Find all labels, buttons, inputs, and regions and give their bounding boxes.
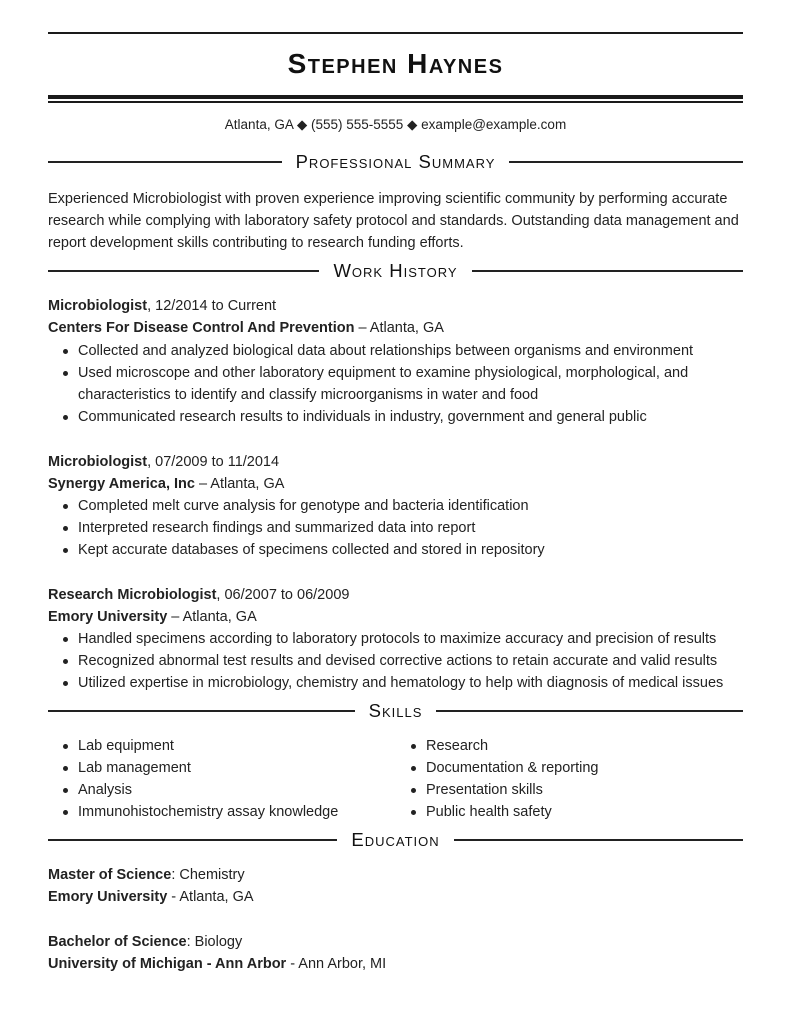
summary-line: report development skills contributing to research funding efforts. [48,235,464,251]
contact-line: Atlanta, GA ◆ (555) 555-5555 ◆ example@example.com [224,117,567,132]
job-role: Microbiologist [48,454,148,470]
list-item [48,340,743,362]
skill-text: Lab equipment [78,738,174,754]
bullet-text: Interpreted research findings and summarized data into report [78,520,476,536]
heading-line-left [48,710,355,712]
job-role: Microbiologist [48,298,148,314]
job-employer-line [48,317,444,339]
job-location: – Atlanta, GA [354,320,444,336]
bullet-dot [63,349,68,354]
summary-line: Experienced Microbiologist with proven experience improving scientific community by performing accurate [48,191,728,207]
school-line [48,886,254,908]
heading-line-right [454,839,743,841]
bullet-text: Completed melt curve analysis for genotype and bacteria identification [78,498,529,514]
list-item [48,495,743,517]
heading-line-right [472,270,743,272]
skills-heading [48,700,743,722]
job-dates: , 12/2014 to Current [147,298,277,314]
list-item [396,801,736,823]
heading-line-right [509,161,743,163]
education-title: Education [351,829,440,850]
list-item [48,628,743,650]
job-bullets [48,340,743,428]
bullet-dot [411,766,416,771]
bullet-text-continued: characteristics to identify and classify microorganisms in water and food [78,387,539,403]
skills-left-list [48,735,388,823]
job-location: – Atlanta, GA [194,476,285,492]
school-location: - Atlanta, GA [167,889,254,905]
education-heading [48,829,743,851]
bullet-dot [63,548,68,553]
school-line [48,953,386,975]
skill-text: Public health safety [426,804,552,820]
job-bullets [48,628,743,694]
bullet-dot [63,659,68,664]
bullet-dot [63,415,68,420]
degree: Master of Science [48,867,172,883]
job-title-line [48,584,349,606]
job-employer-line [48,606,257,628]
list-item [396,757,736,779]
bullet-text: Utilized expertise in microbiology, chemistry and hematology to help with diagnosis of medical issues [78,675,724,691]
list-item [48,672,743,694]
school: University of Michigan - Ann Arbor [48,956,287,972]
list-item [48,384,743,406]
list-item [396,779,736,801]
job-dates: , 07/2009 to 11/2014 [147,454,280,470]
name-rule-thin [48,101,743,103]
school-location: - Ann Arbor, MI [286,956,387,972]
list-item [396,735,736,757]
candidate-name: Stephen Haynes [287,48,504,79]
bullet-dot [411,744,416,749]
name-rule-thick [48,95,743,99]
list-item [48,735,388,757]
bullet-text: Collected and analyzed biological data about relationships between organisms and environment [78,343,694,359]
list-item [48,517,743,539]
heading-line-left [48,839,337,841]
bullet-dot [63,744,68,749]
bullet-dot [63,504,68,509]
list-item [48,539,743,561]
job-dates: , 06/2007 to 06/2009 [216,587,350,603]
job-bullets [48,495,743,561]
summary-line: research while complying with laboratory safety protocol and standards. Outstanding data management and [48,213,739,229]
job-location: – Atlanta, GA [167,609,257,625]
field: : Biology [186,934,243,950]
bullet-dot [63,788,68,793]
list-item [48,650,743,672]
job-employer: Emory University [48,609,168,625]
work-title: Work History [333,260,458,281]
bullet-text: Recognized abnormal test results and devised corrective actions to retain accurate and valid results [78,653,718,669]
bullet-dot [63,681,68,686]
bullet-text: Kept accurate databases of specimens collected and stored in repository [78,542,545,558]
job-role: Research Microbiologist [48,587,217,603]
degree: Bachelor of Science [48,934,187,950]
skills-title: Skills [368,700,423,721]
job-employer: Synergy America, Inc [48,476,195,492]
field: : Chemistry [171,867,245,883]
skill-text: Analysis [78,782,132,798]
list-item [48,406,743,428]
list-item [48,801,388,823]
bullet-dot [63,766,68,771]
bullet-dot [63,810,68,815]
bullet-dot [411,788,416,793]
job-title-line [48,295,276,317]
summary-text [48,188,743,254]
list-item [48,779,388,801]
skill-text: Immunohistochemistry assay knowledge [78,804,339,820]
degree-line [48,864,245,886]
summary-heading [48,151,743,173]
heading-line-right [436,710,743,712]
bullet-dot [411,810,416,815]
skill-text: Lab management [78,760,191,776]
skill-text: Presentation skills [426,782,543,798]
summary-title: Professional Summary [295,151,496,172]
heading-line-left [48,161,282,163]
top-rule [48,32,743,34]
job-employer-line [48,473,284,495]
bullet-dot [63,526,68,531]
list-item [48,757,388,779]
bullet-text: Handled specimens according to laboratory protocols to maximize accuracy and precision of results [78,631,717,647]
work-heading [48,260,743,282]
bullet-text: Used microscope and other laboratory equipment to examine physiological, morphological, and [78,365,689,381]
school: Emory University [48,889,168,905]
job-title-line [48,451,279,473]
bullet-text: Communicated research results to individuals in industry, government and general public [78,409,647,425]
degree-line [48,931,242,953]
list-item [48,362,743,384]
heading-line-left [48,270,319,272]
skill-text: Documentation & reporting [426,760,599,776]
skills-right-list [396,735,736,823]
bullet-dot [63,637,68,642]
bullet-dot [63,371,68,376]
job-employer: Centers For Disease Control And Prevention [48,320,355,336]
skill-text: Research [426,738,489,754]
